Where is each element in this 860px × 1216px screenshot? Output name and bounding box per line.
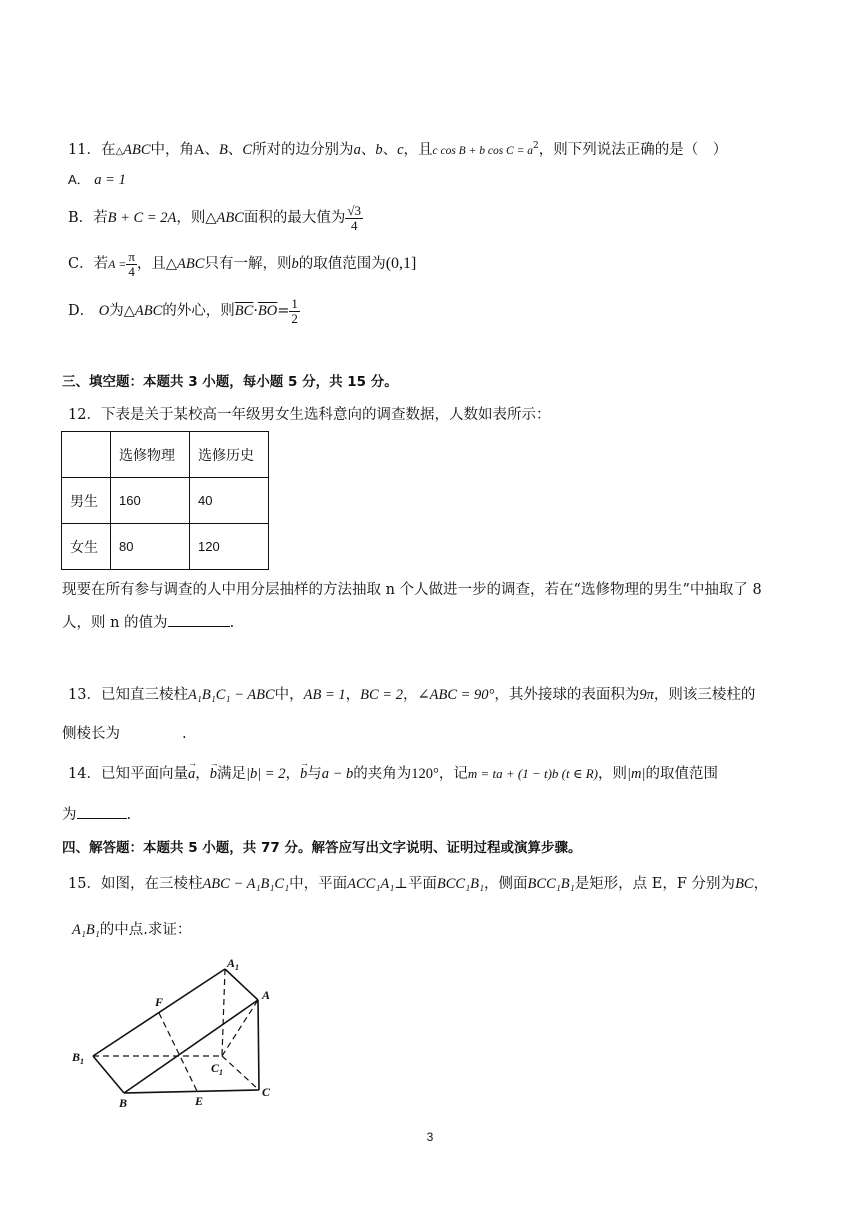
q11-option-c: C．若A = $\frac{\pi}{4}$ ，且△ABC只有一解，则b的取值范围为(0,1] bbox=[68, 248, 417, 279]
table-cell: 160 bbox=[111, 478, 190, 524]
table-cell: 女生 bbox=[62, 524, 111, 570]
table-cell: 80 bbox=[111, 524, 190, 570]
q11-option-b: B．若B + C = 2A，则△ABC面积的最大值为 $\frac{√3}{4}$ bbox=[68, 202, 362, 233]
answer-blank[interactable] bbox=[77, 803, 127, 819]
fraction-pi-over-4: $\frac{\pi}{4}$ bbox=[128, 248, 135, 279]
q14-line2: 为 . bbox=[62, 803, 131, 825]
edge-b-a bbox=[124, 1000, 258, 1093]
table-row bbox=[62, 524, 269, 570]
q12-text-line1: 现要在所有参与调查的人中用分层抽样的方法抽取 n 个人做进一步的调查，若在“选修物理的男生”中抽取了 8 bbox=[62, 582, 762, 598]
label-a: A bbox=[262, 988, 271, 1002]
label-c1: $C_1$ bbox=[211, 1061, 224, 1077]
edge-a1-b1 bbox=[93, 969, 225, 1056]
q15-line2: A₁B₁的中点.求证： bbox=[72, 922, 192, 938]
edge-a-c bbox=[258, 1000, 259, 1090]
q12-text-line2: 人，则 n 的值为 . bbox=[62, 611, 234, 633]
q15-stem: 15．如图，在三棱柱ABC − A₁B₁C₁中，平面ACC₁A₁⊥平面BCC₁B₁，侧面BCC₁B₁是矩形，点 E，F 分别为BC， bbox=[68, 876, 769, 892]
q11-stem: 11．在△ABC中，角A、B、C所对的边分别为a、b、c，且c cos B + b $\cos C = a^2$，则下列说法正确的是（ ） bbox=[68, 141, 728, 158]
section-3-heading: 三、填空题：本题共 3 小题，每小题 5 分，共 15 分。 bbox=[62, 374, 398, 390]
page-number: 3 bbox=[426, 1130, 434, 1144]
fraction-sqrt3-over-4: $\frac{√3}{4}$ bbox=[347, 202, 362, 233]
answer-blank[interactable] bbox=[120, 723, 182, 738]
q11-option-d: D． O为△ABC的外心，则$\overline{BC}\cdot\overline{BO}=$ $\frac{1}{2}$ bbox=[68, 295, 298, 326]
q11-option-a: A． a = 1 bbox=[68, 172, 126, 188]
label-b: B bbox=[119, 1096, 128, 1110]
edge-b1-b bbox=[93, 1056, 124, 1093]
fraction-one-half: $\frac{1}{2}$ bbox=[291, 295, 298, 326]
table-header: 选修物理 bbox=[111, 432, 190, 478]
table-cell: 120 bbox=[190, 524, 269, 570]
edge-c1-c-hidden bbox=[222, 1056, 259, 1090]
label-f: F bbox=[155, 995, 164, 1009]
q14-stem: 14．已知平面向量→ a，→ b满足|b| = 2，→ b与a − b的夹角为120°，记m = ta + (1 − t)b (t ∈ R)，则|m|的取值范围 bbox=[68, 764, 718, 784]
edge-c1-a-hidden bbox=[222, 1000, 258, 1056]
table-header-row bbox=[62, 432, 269, 478]
table-cell bbox=[62, 432, 111, 478]
table-cell: 40 bbox=[190, 478, 269, 524]
survey-table bbox=[61, 431, 269, 570]
answer-blank[interactable] bbox=[168, 611, 230, 627]
edge-b-c bbox=[124, 1090, 259, 1093]
section-4-heading: 四、解答题：本题共 5 小题，共 77 分。解答应写出文字说明、证明过程或演算步骤。 bbox=[62, 840, 582, 856]
q13-stem: 13．已知直三棱柱A₁B₁C₁ − ABC中，AB = 1，BC = 2，∠ABC = 90°，其外接球的表面积为9π，则该三棱柱的 bbox=[68, 687, 756, 703]
label-c: C bbox=[262, 1085, 271, 1099]
edge-a1-c1-hidden bbox=[222, 969, 225, 1056]
table-row bbox=[62, 478, 269, 524]
table-header: 选修历史 bbox=[190, 432, 269, 478]
q13-line2: 侧棱长为 . bbox=[62, 723, 187, 744]
label-a1: $A_1$ bbox=[227, 956, 240, 972]
segment-f-e bbox=[159, 1013, 197, 1091]
label-e: E bbox=[195, 1094, 204, 1108]
q12-stem: 12．下表是关于某校高一年级男女生选科意向的调查数据，人数如表所示： bbox=[68, 407, 551, 423]
table-cell: 男生 bbox=[62, 478, 111, 524]
label-b1: $B_1$ bbox=[72, 1050, 85, 1066]
edge-a1-a bbox=[225, 969, 258, 1000]
